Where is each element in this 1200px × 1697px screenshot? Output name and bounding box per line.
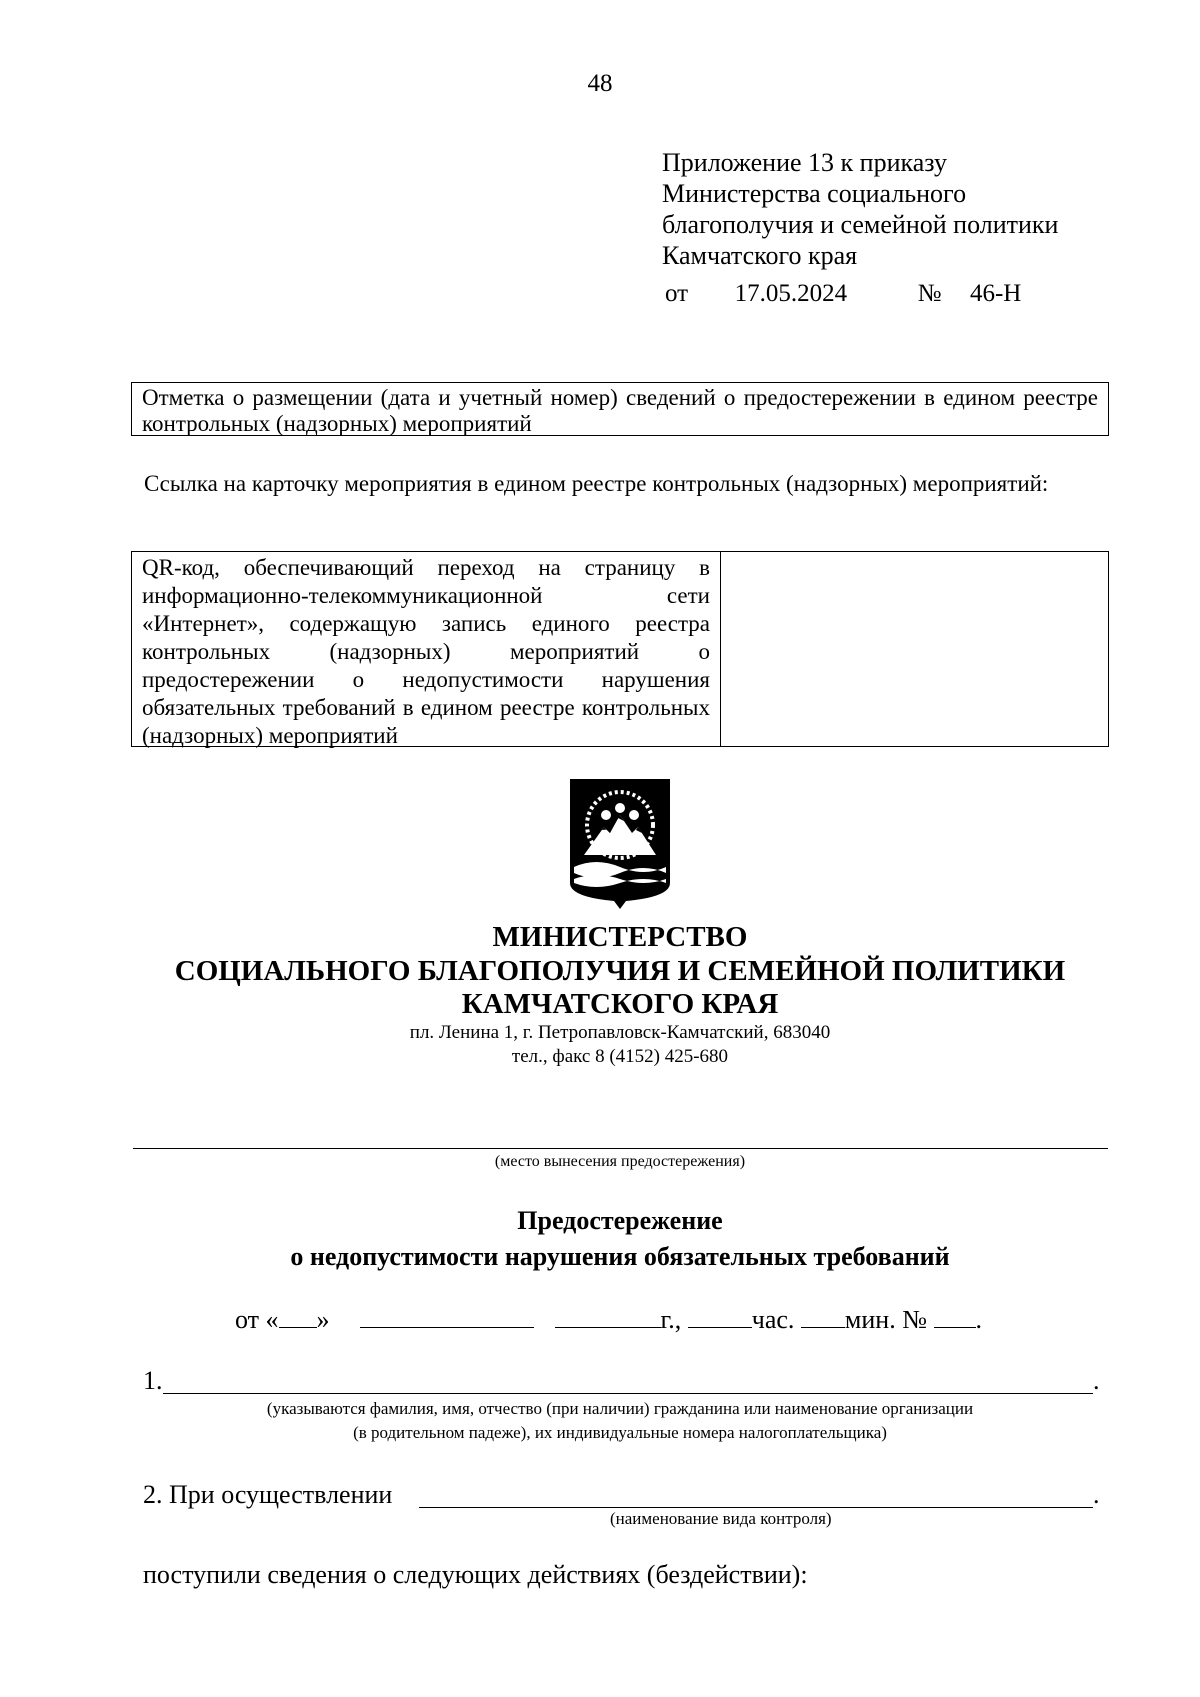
date-line: [235, 1305, 982, 1335]
appendix-line: благополучия и семейной политики: [662, 210, 1059, 239]
document-title: [0, 1203, 1200, 1275]
title-line: Предостережение: [517, 1206, 723, 1235]
place-blank-line[interactable]: [133, 1148, 1108, 1149]
day-blank[interactable]: [279, 1326, 317, 1328]
year-suffix: г.,: [660, 1305, 682, 1334]
year-blank[interactable]: [555, 1326, 661, 1328]
ministry-line: КАМЧАТСКОГО КРАЯ: [461, 988, 779, 1020]
order-date: 17.05.2024: [734, 280, 848, 307]
item1-number: 1.: [143, 1366, 163, 1395]
caption-line: (указываются фамилия, имя, отчество (при наличии) гражданина или наименование организации: [266, 1399, 974, 1418]
qr-description: QR-код, обеспечивающий переход на страницу в информационно-телекоммуникационной сети «Интернет», содержащую запись единого реестра контрольных (надзорных) мероприятий о предостережении о недопустимости нарушения обязательных требований в едином реестре контрольных (надзорных) мероприятий: [132, 552, 721, 746]
item2-label: 2. При осуществлении: [143, 1480, 393, 1509]
date-line-end: .: [975, 1305, 983, 1334]
hours-blank[interactable]: [688, 1326, 752, 1328]
item1-blank-line[interactable]: [163, 1393, 1093, 1394]
ministry-line: МИНИСТЕРСТВО: [492, 921, 748, 953]
number-sign: №: [917, 280, 942, 307]
card-link-text: Ссылка на карточку мероприятия в едином реестре контрольных (надзорных) мероприятий:: [144, 471, 1049, 496]
kamchatka-coat-of-arms-icon: [566, 775, 674, 909]
appendix-line: Министерства социального: [662, 179, 967, 208]
minutes-blank[interactable]: [801, 1326, 845, 1328]
caption-line: (в родительном падеже), их индивидуальные номера налогоплательщика): [353, 1423, 887, 1442]
page-number: 48: [587, 70, 613, 97]
number-blank[interactable]: [934, 1326, 976, 1328]
registry-mark-box: Отметка о размещении (дата и учетный номер) сведений о предостережении в едином реестре контрольных (надзорных) мероприятий: [131, 382, 1109, 436]
ministry-line: СОЦИАЛЬНОГО БЛАГОПОЛУЧИЯ И СЕМЕЙНОЙ ПОЛИТИКИ: [174, 955, 1066, 987]
date-close-quote: »: [316, 1305, 330, 1334]
appendix-line: Приложение 13 к приказу: [662, 148, 948, 177]
qr-code-cell: [721, 552, 1108, 746]
minutes-label: мин. №: [844, 1305, 928, 1334]
order-number: 46-Н: [969, 280, 1022, 307]
order-prefix: от: [665, 280, 689, 307]
ministry-phone: тел., факс 8 (4152) 425-680: [511, 1046, 729, 1067]
item1-caption: [0, 1397, 1200, 1445]
place-caption: (место вынесения предостережения): [494, 1153, 746, 1170]
appendix-line: Камчатского края: [662, 241, 858, 270]
ministry-address: пл. Ленина 1, г. Петропавловск-Камчатский, 683040: [409, 1022, 831, 1043]
item2-caption: (наименование вида контроля): [610, 1509, 832, 1528]
order-line: [665, 280, 1021, 308]
title-line: о недопустимости нарушения обязательных требований: [290, 1242, 950, 1271]
month-blank[interactable]: [360, 1326, 534, 1328]
hours-label: час.: [751, 1305, 795, 1334]
item2-end: .: [1093, 1480, 1100, 1509]
actions-line: поступили сведения о следующих действиях (бездействии):: [143, 1560, 808, 1589]
qr-table: [131, 551, 1109, 747]
date-from: от «: [235, 1305, 279, 1334]
appendix-block: [662, 147, 1058, 271]
item1-end: .: [1093, 1366, 1100, 1395]
item2-blank-line[interactable]: [419, 1507, 1093, 1508]
